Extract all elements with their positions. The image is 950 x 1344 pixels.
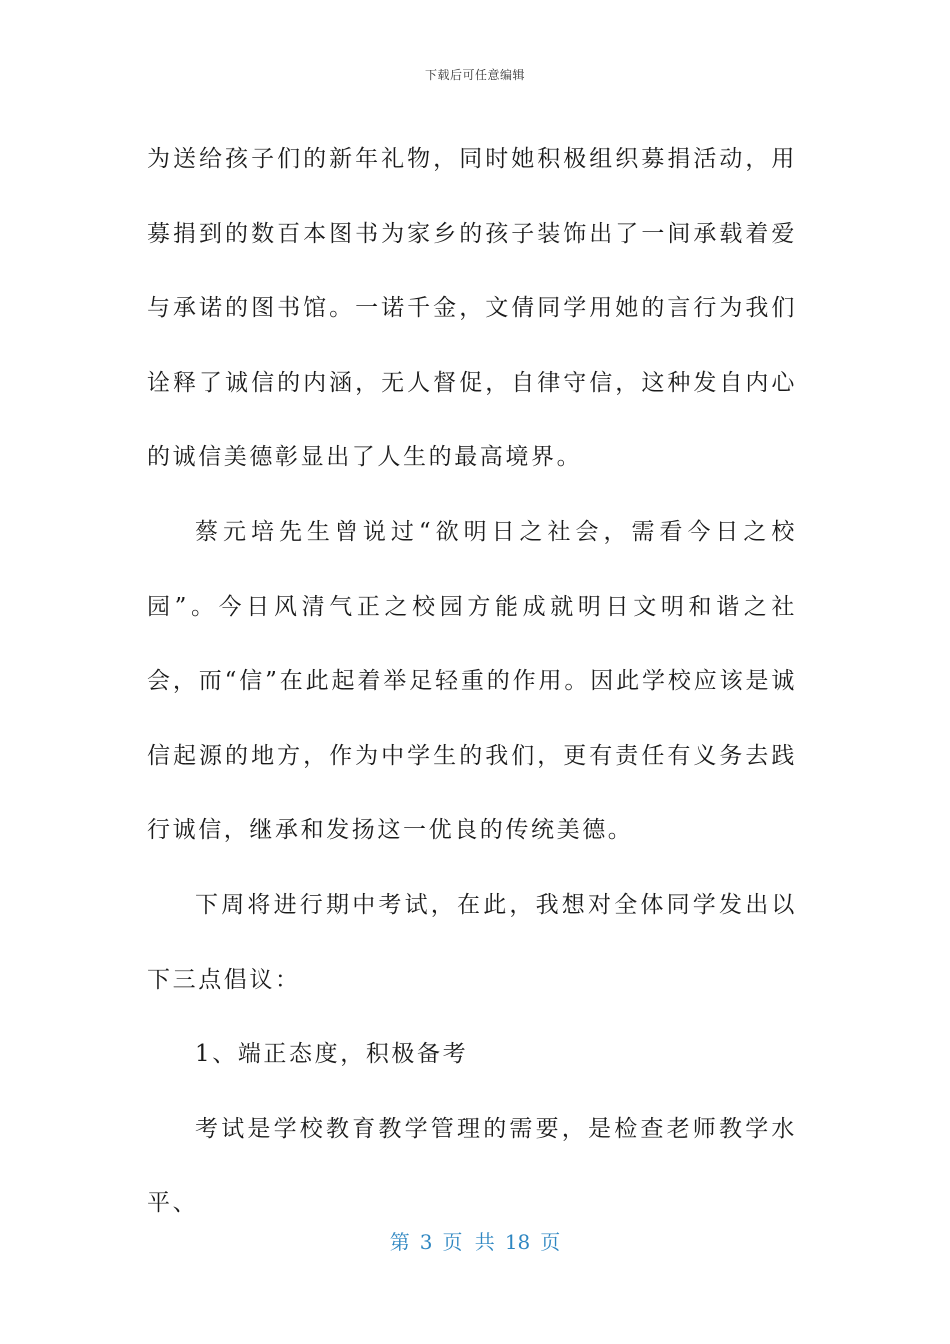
- footer-current-page: 3: [419, 1230, 433, 1254]
- page-number-footer: [0, 1226, 950, 1255]
- document-body: [147, 122, 797, 1241]
- paragraph-continuation: 为送给孩子们的新年礼物，同时她积极组织募捐活动，用募捐到的数百本图书为家乡的孩子装饰出了一间承载着爱与承诺的图书馆。一诺千金，文倩同学用她的言行为我们诠释了诚信的内涵，无人督促，自律守信，这种发自内心的诚信美德彰显出了人生的最高境界。: [147, 146, 797, 471]
- proposal-heading-1: 1、端正态度，积极备考: [195, 1041, 469, 1068]
- footer-prefix: 第: [389, 1230, 410, 1254]
- paragraph-exam-purpose: 考试是学校教育教学管理的需要，是检查老师教学水平、: [147, 1115, 797, 1217]
- footer-suffix: 页: [540, 1230, 561, 1254]
- footer-total-pages: 18: [504, 1230, 531, 1254]
- footer-middle: 页 共: [442, 1230, 495, 1254]
- page-header: 下载后可任意编辑: [424, 68, 525, 82]
- paragraph-exam-proposal: 下周将进行期中考试，在此，我想对全体同学发出以下三点倡议：: [147, 891, 797, 993]
- paragraph-cai-yuanpei: 蔡元培先生曾说过“欲明日之社会，需看今日之校园”。今日风清气正之校园方能成就明日文明和谐之社会，而“信”在此起着举足轻重的作用。因此学校应该是诚信起源的地方，作为中学生的我们，更有责任有义务去践行诚信，继承和发扬这一优良的传统美德。: [147, 518, 797, 844]
